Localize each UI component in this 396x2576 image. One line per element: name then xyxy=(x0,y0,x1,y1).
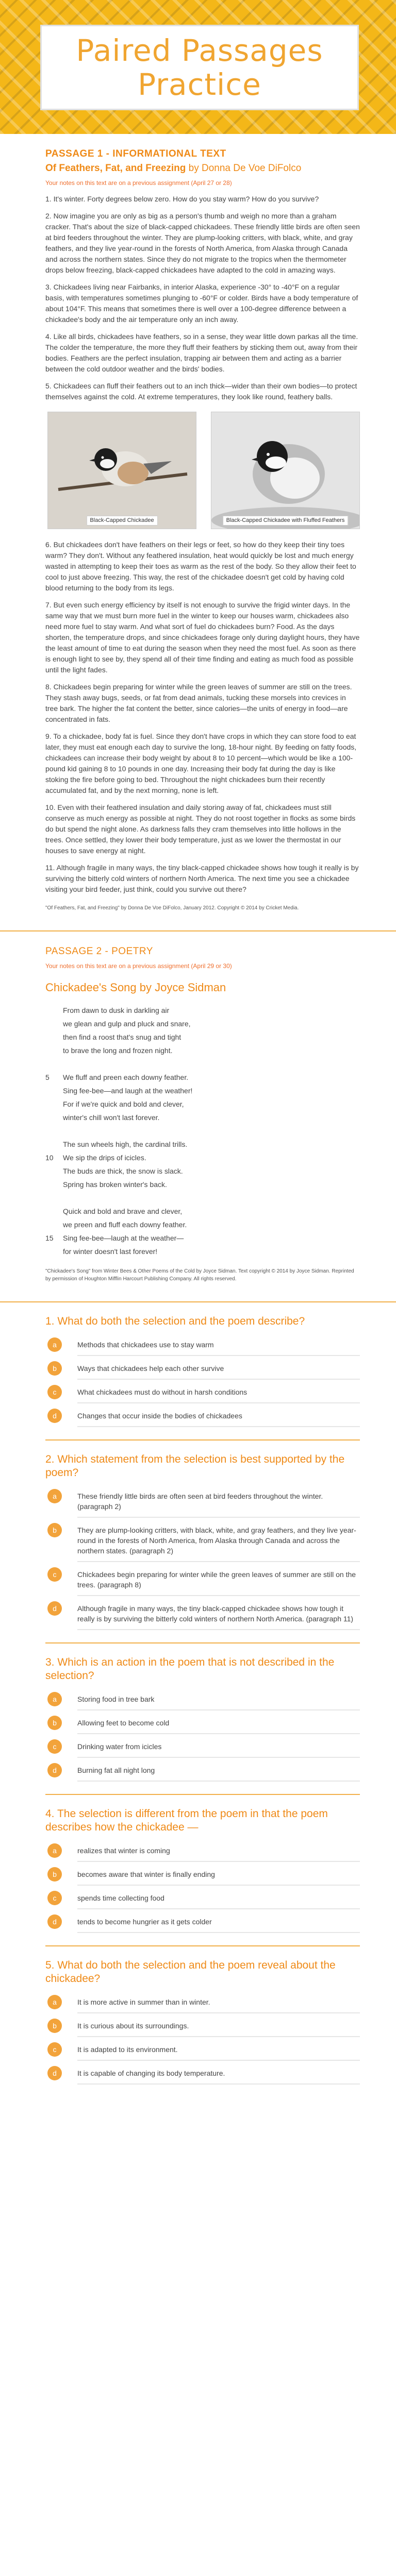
paragraph: 3. Chickadees living near Fairbanks, in interior Alaska, experience -30° to -40°F on a regular basis, with temperatures sometimes plunging to -60°F or colder. Birds have a body temperature of about 104°F. This means that sometimes there is well over a 100-degree difference between a chickadee's body and the air temperature only an inch away. xyxy=(45,283,358,324)
option-letter-bubble[interactable]: b xyxy=(47,1867,62,1882)
poem-line xyxy=(45,1205,360,1218)
passage-1-citation: "Of Feathers, Fat, and Freezing" by Donna De Voe DiFolco, January 2012. Copyright © 2014 by Cricket Media. xyxy=(45,905,299,911)
paragraph: 4. Like all birds, chickadees have feathers, so in a sense, they wear little down parkas all the time. The colder the temperature, the more they fluff their feathers by sticking them out, away from their bodies. Feathers are the perfect insulation, trapping air between them and acting as a barrier between the cold outdoor weather and the birds' bodies. xyxy=(45,332,358,373)
answer-option[interactable] xyxy=(45,1891,360,1909)
line-text: For if we're quick and bold and clever, xyxy=(63,1100,184,1108)
answer-option[interactable] xyxy=(45,1716,360,1734)
figure-caption: Black-Capped Chickadee xyxy=(86,516,157,526)
paragraph: 2. Now imagine you are only as big as a person's thumb and weigh no more than a graham cracker. That's about the size of black-capped chickadees. These friendly little birds are often seen at bird feeders throughout the winter. They are plump-looking critters, with black, white, and gray feathers, and they live year-round in the forests of North America, from Alaska through Canada and across the northern states. Since they do not migrate to the tropics when the thermometer drops below freezing, black-capped chickadees have adapted to the cold in amazing ways. xyxy=(45,212,360,274)
poem-line xyxy=(45,1178,360,1191)
paragraph: 11. Although fragile in many ways, the tiny black-capped chickadee shows how tough it really is by surviving the bitterly cold winters of northern North America. The next time you see a chickadee visiting your bird feeder, just think, could you survive out there? xyxy=(45,863,359,893)
answer-option[interactable] xyxy=(45,1409,360,1427)
answer-option[interactable] xyxy=(45,1739,360,1758)
answer-option[interactable] xyxy=(45,1867,360,1886)
question-block xyxy=(45,1453,360,1630)
paragraph: 9. To a chickadee, body fat is fuel. Since they don't have crops in which they can store food to eat later, they must eat enough each day to survive the long, 18-hour night. By feeding on fatty foods, chickadees can increase their body weight by about 8 to 10 percent—which would be like a 100-pound kid gaining 8 to 10 pounds in one day. Increasing their body fat during the day is like stoking the fire before going to bed. Throughout the night chickadees burn their recently accumulated fat, and by the next morning, none is left. xyxy=(45,732,357,794)
option-letter-bubble[interactable]: d xyxy=(47,1601,62,1616)
line-number xyxy=(45,1218,63,1231)
line-number xyxy=(45,1084,63,1097)
answer-option[interactable] xyxy=(45,1692,360,1710)
option-letter-bubble[interactable]: d xyxy=(47,2066,62,2080)
option-letter-bubble[interactable]: a xyxy=(47,1843,62,1858)
option-text: It is more active in summer than in winter. xyxy=(77,1995,360,2013)
stanza-break xyxy=(45,1191,360,1205)
option-letter-bubble[interactable]: b xyxy=(47,2019,62,2033)
poem-line xyxy=(45,1017,360,1030)
question-title: 3. Which is an action in the poem that is not described in the selection? xyxy=(45,1656,335,1682)
page-title: Paired Passages Practice xyxy=(76,33,323,102)
figure-caption: Black-Capped Chickadee with Fluffed Feathers xyxy=(223,516,349,526)
option-letter-bubble[interactable]: d xyxy=(47,1763,62,1777)
content xyxy=(0,946,396,1283)
content xyxy=(0,148,396,912)
option-letter-bubble[interactable]: c xyxy=(47,2042,62,2057)
question-title: 5. What do both the selection and the poem reveal about the chickadee? xyxy=(45,1959,336,1985)
paragraph: 6. But chickadees don't have feathers on their legs or feet, so how do they keep their tiny toes warm? They don't. Without any feathered insulation, heat would quickly be lost and much energy wasted in attempting to keep their toes as warm as the rest of the body. So they allow their feet to cool to just above freezing. This way, the rest of the chickadee doesn't get cold by having cold blood returning to the body from its legs. xyxy=(45,540,356,592)
answer-option[interactable] xyxy=(45,1523,360,1562)
option-text: Storing food in tree bark xyxy=(77,1692,360,1710)
option-text: What chickadees must do without in harsh conditions xyxy=(77,1385,360,1403)
answer-option[interactable] xyxy=(45,1995,360,2013)
option-letter-bubble[interactable]: a xyxy=(47,1337,62,1352)
line-number xyxy=(45,1004,63,1017)
paragraph: 7. But even such energy efficiency by itself is not enough to survive the frigid winter days. In the same way that we must burn more fuel in the winter to keep our houses warm, chickadees also need more fuel to stay warm. And what sort of fuel do chickadees burn? Food. As the days shorten, the temperature drops, and since chickadees forage only during daylight hours, they have the least amount of time to eat during the season when they need the most fuel. As soon as there is enough light to see by, they spend all of their time finding and eating as much food as possible until the light fades. xyxy=(45,601,360,674)
title-box xyxy=(40,25,359,110)
answer-option[interactable] xyxy=(45,2042,360,2061)
poem-line xyxy=(45,1138,360,1151)
question-title: 4. The selection is different from the poem in that the poem describes how the chickadee — xyxy=(45,1808,328,1833)
fluffed-chickadee-illustration xyxy=(211,412,360,529)
line-text: to brave the long and frozen night. xyxy=(63,1046,173,1055)
question-block xyxy=(45,1807,360,1933)
passage-1-title-text: Of Feathers, Fat, and Freezing xyxy=(45,163,186,174)
poem-title: Chickadee's Song by Joyce Sidman xyxy=(45,981,226,994)
option-letter-bubble[interactable]: b xyxy=(47,1523,62,1537)
line-text: The buds are thick, the snow is slack. xyxy=(63,1167,183,1175)
option-text: Chickadees begin preparing for winter while the green leaves of summer are still on the trees. (paragraph 8) xyxy=(77,1567,360,1596)
option-letter-bubble[interactable]: c xyxy=(47,1891,62,1905)
poem-line xyxy=(45,1004,360,1017)
question-block xyxy=(45,1656,360,1782)
poem-line xyxy=(45,1071,360,1084)
poem-line xyxy=(45,1030,360,1044)
line-text: Sing fee-bee—laugh at the weather— xyxy=(63,1234,184,1242)
option-text: It is adapted to its environment. xyxy=(77,2042,360,2061)
section-divider xyxy=(0,930,396,931)
answer-option[interactable] xyxy=(45,1385,360,1403)
passage-2-label: PASSAGE 2 - POETRY xyxy=(45,946,153,957)
line-text: We sip the drips of icicles. xyxy=(63,1154,146,1162)
option-letter-bubble[interactable]: d xyxy=(47,1914,62,1929)
option-letter-bubble[interactable]: a xyxy=(47,1995,62,2009)
line-text: winter's chill won't last forever. xyxy=(63,1113,160,1122)
stanza-break xyxy=(45,1057,360,1071)
chickadee-photo xyxy=(47,412,196,529)
fluffed-chickadee-photo xyxy=(211,412,360,529)
poem xyxy=(45,1004,360,1258)
question-divider xyxy=(45,1439,360,1440)
answer-option[interactable] xyxy=(45,1601,360,1630)
line-text: From dawn to dusk in darkling air xyxy=(63,1006,170,1014)
answer-option[interactable] xyxy=(45,2019,360,2037)
line-number xyxy=(45,1164,63,1178)
paragraph: 5. Chickadees can fluff their feathers out to an inch thick—wider than their own bodies—to protect themselves against the cold. At extreme temperatures, they look like round, feathery balls. xyxy=(45,382,357,401)
line-number xyxy=(45,1178,63,1191)
line-text: The sun wheels high, the cardinal trills. xyxy=(63,1140,188,1148)
option-letter-bubble[interactable]: a xyxy=(47,1692,62,1706)
line-text: we glean and gulp and pluck and snare, xyxy=(63,1020,191,1028)
section-divider xyxy=(0,1301,396,1302)
option-text: It is capable of changing its body temperature. xyxy=(77,2066,360,2084)
passage-1-byline: by Donna De Voe DiFolco xyxy=(186,163,302,174)
answer-option[interactable] xyxy=(45,1843,360,1862)
question-divider xyxy=(45,1945,360,1946)
option-text: becomes aware that winter is finally ending xyxy=(77,1867,360,1886)
line-number xyxy=(45,1030,63,1044)
passage-1-note: Your notes on this text are on a previous assignment (April 27 or 28) xyxy=(45,179,232,187)
paragraph: 1. It's winter. Forty degrees below zero. How do you stay warm? How do you survive? xyxy=(45,195,319,203)
question-title: 2. Which statement from the selection is best supported by the poem? xyxy=(45,1453,345,1479)
option-letter-bubble[interactable]: d xyxy=(47,1409,62,1423)
paragraph: 8. Chickadees begin preparing for winter while the green leaves of summer are still on the trees. They stash away bugs, seeds, or fat from dead animals, tucking these morsels into crevices in tree bark. The higher the fat content the better, since calories—the units of energy in food—are concentrated in fats. xyxy=(45,683,352,723)
line-text: we preen and fluff each downy feather. xyxy=(63,1221,187,1229)
line-text: for winter doesn't last forever! xyxy=(63,1247,158,1256)
answer-option[interactable] xyxy=(45,2066,360,2084)
line-number xyxy=(45,1245,63,1258)
poem-line xyxy=(45,1231,360,1245)
poem-line xyxy=(45,1218,360,1231)
answer-option[interactable] xyxy=(45,1489,360,1518)
question-title: 1. What do both the selection and the poem describe? xyxy=(45,1315,305,1327)
option-text: spends time collecting food xyxy=(77,1891,360,1909)
option-text: Allowing feet to become cold xyxy=(77,1716,360,1734)
line-text: Sing fee-bee—and laugh at the weather! xyxy=(63,1087,193,1095)
option-text: Burning fat all night long xyxy=(77,1763,360,1782)
question-block xyxy=(45,1315,360,1427)
option-text: realizes that winter is coming xyxy=(77,1843,360,1862)
header-banner xyxy=(0,0,396,134)
poem-line xyxy=(45,1097,360,1111)
option-text: Although fragile in many ways, the tiny black-capped chickadee shows how tough it really is by surviving the bitterly cold winters of northern North America. (paragraph 11) xyxy=(77,1601,360,1630)
line-number xyxy=(45,1017,63,1030)
paragraph: 10. Even with their feathered insulation and daily storing away of fat, chickadees must still conserve as much energy as possible at night. They do not roost together in flocks as some birds do but spend the night alone. As darkness falls they cram themselves into little hollows in the trees. Once settled, they lower their body temperature, just as we lower the thermostat in our houses to save energy at night. xyxy=(45,803,356,855)
option-text: Changes that occur inside the bodies of chickadees xyxy=(77,1409,360,1427)
line-text: Quick and bold and brave and clever, xyxy=(63,1207,183,1215)
option-text: Methods that chickadees use to stay warm xyxy=(77,1337,360,1356)
poem-line xyxy=(45,1111,360,1124)
line-text: then find a roost that's snug and tight xyxy=(63,1033,182,1041)
option-text: These friendly little birds are often seen at bird feeders throughout the winter. (paragraph 2) xyxy=(77,1489,360,1518)
questions xyxy=(0,1315,396,2084)
answer-option[interactable] xyxy=(45,1763,360,1782)
option-letter-bubble[interactable]: b xyxy=(47,1361,62,1376)
answer-option[interactable] xyxy=(45,1361,360,1380)
passage-2-citation: "Chickadee's Song" from Winter Bees & Other Poems of the Cold by Joyce Sidman. Text copyright © 2014 by Joyce Sidman. Reprinted by permission of Houghton Mifflin Harcourt Publishing Company. All rights reserved. xyxy=(45,1268,354,1282)
option-text: It is curious about its surroundings. xyxy=(77,2019,360,2037)
option-letter-bubble[interactable]: c xyxy=(47,1567,62,1582)
option-letter-bubble[interactable]: a xyxy=(47,1489,62,1503)
option-text: Ways that chickadees help each other survive xyxy=(77,1361,360,1380)
passage-1-label: PASSAGE 1 - INFORMATIONAL TEXT xyxy=(45,148,226,159)
option-letter-bubble[interactable]: c xyxy=(47,1739,62,1754)
line-number: 15 xyxy=(45,1234,54,1242)
line-number xyxy=(45,1138,63,1151)
option-text: tends to become hungrier as it gets colder xyxy=(77,1914,360,1933)
option-text: Drinking water from icicles xyxy=(77,1739,360,1758)
passage-2-note: Your notes on this text are on a previous assignment (April 29 or 30) xyxy=(45,962,232,970)
answer-option[interactable] xyxy=(45,1914,360,1933)
poem-line xyxy=(45,1084,360,1097)
question-divider xyxy=(45,1794,360,1795)
poem-line xyxy=(45,1151,360,1164)
line-number: 10 xyxy=(45,1154,54,1162)
chickadee-illustration xyxy=(48,412,196,529)
line-number xyxy=(45,1205,63,1218)
option-text: They are plump-looking critters, with black, white, and gray feathers, and they live year-round in the forests of North America, from Alaska through Canada and across the northern states. (paragraph 2) xyxy=(77,1523,360,1562)
line-text: Spring has broken winter's back. xyxy=(63,1180,167,1189)
line-number xyxy=(45,1111,63,1124)
option-letter-bubble[interactable]: b xyxy=(47,1716,62,1730)
line-number: 5 xyxy=(45,1073,50,1081)
question-divider xyxy=(45,1642,360,1643)
option-letter-bubble[interactable]: c xyxy=(47,1385,62,1399)
answer-option[interactable] xyxy=(45,1337,360,1356)
poem-line xyxy=(45,1164,360,1178)
line-text: We fluff and preen each downy feather. xyxy=(63,1073,189,1081)
line-number xyxy=(45,1044,63,1057)
poem-line xyxy=(45,1044,360,1057)
poem-line xyxy=(45,1245,360,1258)
figure-row xyxy=(45,412,360,529)
line-number xyxy=(45,1097,63,1111)
question-block xyxy=(45,1959,360,2084)
answer-option[interactable] xyxy=(45,1567,360,1596)
stanza-break xyxy=(45,1124,360,1138)
passage-1-title xyxy=(45,163,360,174)
